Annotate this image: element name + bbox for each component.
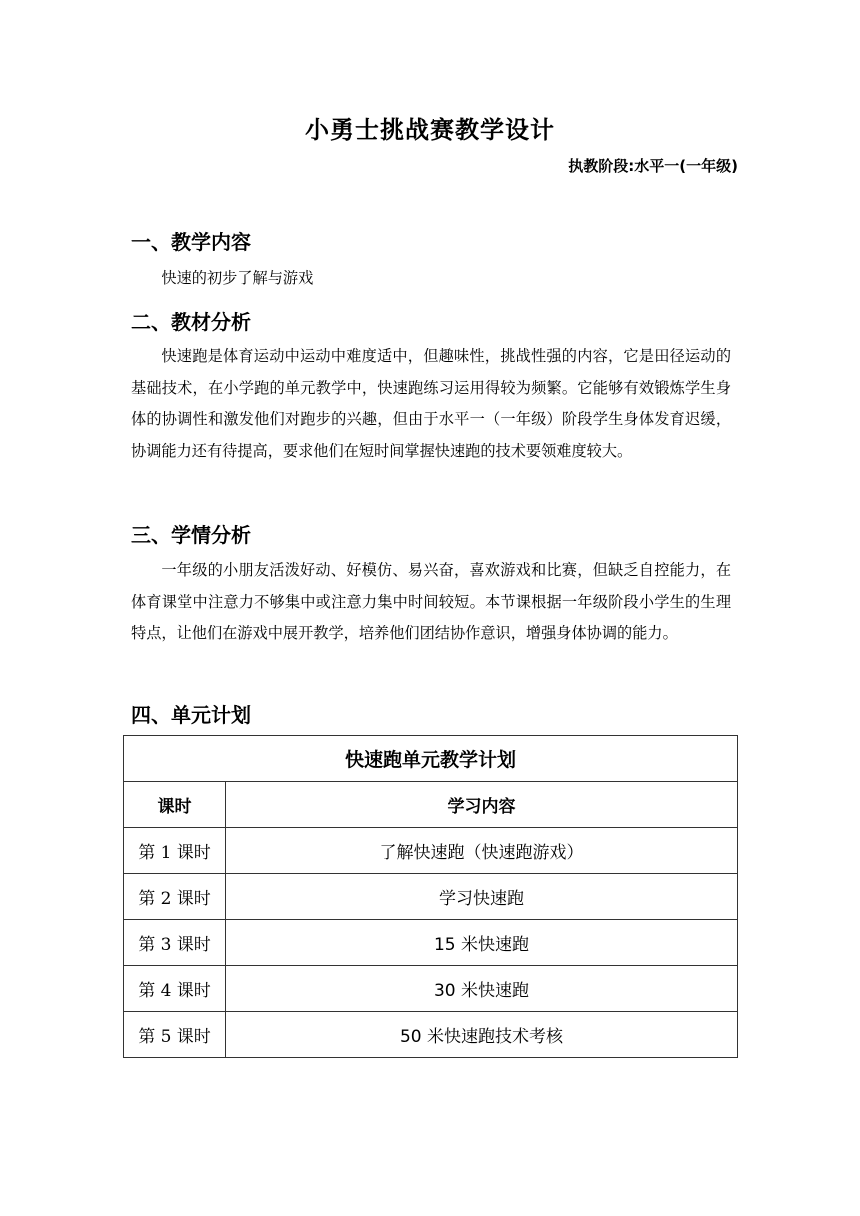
column-header-session: 课时 bbox=[124, 782, 226, 828]
content-cell: 学习快速跑 bbox=[226, 874, 738, 920]
session-cell: 第 5 课时 bbox=[124, 1012, 226, 1058]
teaching-stage: 执教阶段:水平一(一年级) bbox=[568, 157, 738, 175]
unit-plan-table bbox=[123, 735, 738, 1058]
section-heading-unit-plan: 四、单元计划 bbox=[131, 703, 251, 727]
table-row bbox=[124, 920, 738, 966]
section-heading-material-analysis: 二、教材分析 bbox=[131, 310, 251, 334]
section-paragraph-teaching-content: 快速的初步了解与游戏 bbox=[161, 269, 314, 287]
table-row bbox=[124, 828, 738, 874]
document-title: 小勇士挑战赛教学设计 bbox=[305, 116, 555, 144]
session-cell: 第 1 课时 bbox=[124, 828, 226, 874]
table-caption-row bbox=[124, 736, 738, 782]
session-cell: 第 3 课时 bbox=[124, 920, 226, 966]
session-cell: 第 4 课时 bbox=[124, 966, 226, 1012]
content-cell: 了解快速跑（快速跑游戏） bbox=[226, 828, 738, 874]
content-cell: 50 米快速跑技术考核 bbox=[226, 1012, 738, 1058]
column-header-content: 学习内容 bbox=[226, 782, 738, 828]
table-row bbox=[124, 874, 738, 920]
section-heading-student-analysis: 三、学情分析 bbox=[131, 523, 251, 547]
table-caption: 快速跑单元教学计划 bbox=[124, 736, 738, 782]
content-cell: 15 米快速跑 bbox=[226, 920, 738, 966]
section-paragraph-material-analysis: 快速跑是体育运动中运动中难度适中，但趣味性，挑战性强的内容，它是田径运动的基础技术，在小学跑的单元教学中，快速跑练习运用得较为频繁。它能够有效锻炼学生身体的协调性和激发他们对跑步的兴趣，但由于水平一（一年级）阶段学生身体发育迟缓，协调能力还有待提高，要求他们在短时间掌握快速跑的技术要领难度较大。 bbox=[131, 347, 731, 460]
session-cell: 第 2 课时 bbox=[124, 874, 226, 920]
table-header-row bbox=[124, 782, 738, 828]
section-heading-teaching-content: 一、教学内容 bbox=[131, 230, 251, 254]
section-paragraph-student-analysis: 一年级的小朋友活泼好动、好模仿、易兴奋，喜欢游戏和比赛，但缺乏自控能力，在体育课堂中注意力不够集中或注意力集中时间较短。本节课根据一年级阶段小学生的生理特点，让他们在游戏中展开教学，培养他们团结协作意识，增强身体协调的能力。 bbox=[131, 561, 731, 642]
table-row bbox=[124, 966, 738, 1012]
content-cell: 30 米快速跑 bbox=[226, 966, 738, 1012]
table-row bbox=[124, 1012, 738, 1058]
